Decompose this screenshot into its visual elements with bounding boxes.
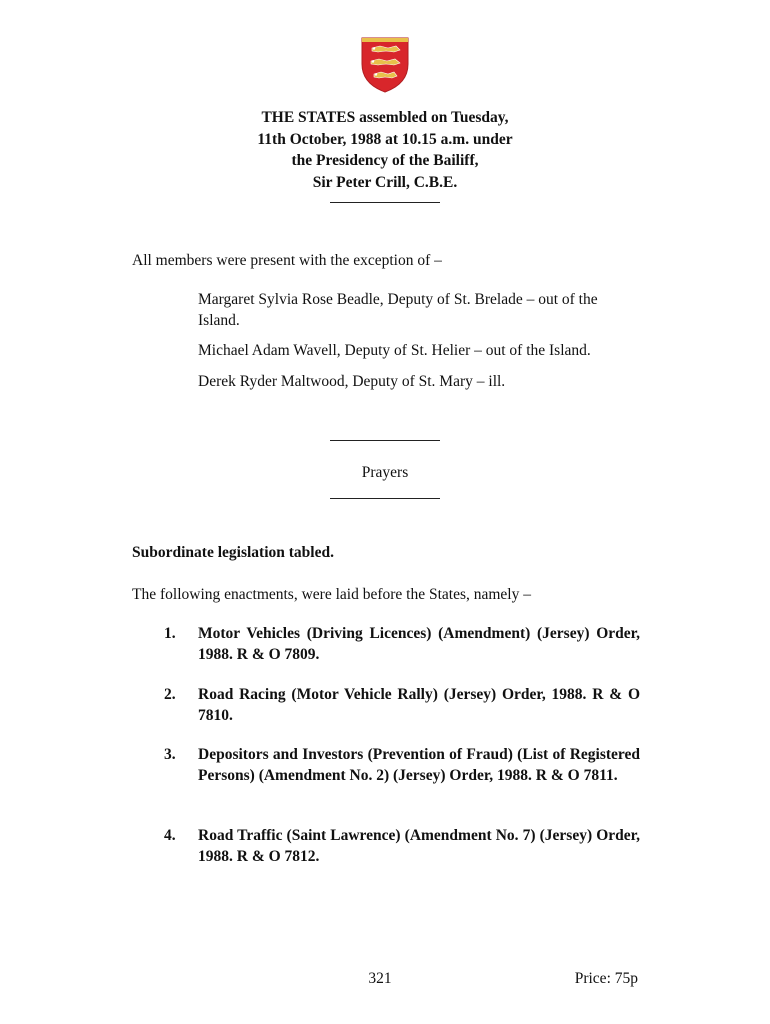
absent-member: Margaret Sylvia Rose Beadle, Deputy of St. Brelade – out of the Island. <box>198 291 598 329</box>
enactment-item <box>164 826 640 867</box>
enactment-item <box>164 745 640 786</box>
absent-intro: All members were present with the exception of – <box>132 252 442 269</box>
enactment-text: Road Traffic (Saint Lawrence) (Amendment No. 7) (Jersey) Order, 1988. R & O 7812. <box>198 827 640 865</box>
heading-line-2: 11th October, 1988 at 10.15 a.m. under <box>257 130 513 148</box>
enactment-number: 4. <box>164 827 176 844</box>
enactment-text: Motor Vehicles (Driving Licences) (Amendment) (Jersey) Order, 1988. R & O 7809. <box>198 625 640 663</box>
heading-line-1: THE STATES assembled on Tuesday, <box>261 109 509 126</box>
session-heading <box>160 107 610 203</box>
enactment-text: Road Racing (Motor Vehicle Rally) (Jersey) Order, 1988. R & O 7810. <box>198 686 640 724</box>
absent-member: Michael Adam Wavell, Deputy of St. Helier – out of the Island. <box>198 342 591 359</box>
page-number: 321 <box>368 970 392 987</box>
enactment-number: 1. <box>164 625 176 642</box>
absent-member: Derek Ryder Maltwood, Deputy of St. Mary – ill. <box>198 372 506 390</box>
enactment-text: Depositors and Investors (Prevention of Fraud) (List of Registered Persons) (Amendment No. 2) (Jersey) Order, 1988. R & O 7811. <box>198 746 640 784</box>
enactment-item <box>164 685 640 726</box>
jersey-crest-icon <box>360 36 410 94</box>
price-label: Price: 75p <box>574 970 638 987</box>
absent-members-list <box>198 290 618 402</box>
prayers-label: Prayers <box>361 464 409 481</box>
enactment-number: 2. <box>164 686 176 703</box>
heading-line-4: Sir Peter Crill, C.B.E. <box>312 173 458 191</box>
heading-divider <box>330 202 440 203</box>
heading-line-3: the Presidency of the Bailiff, <box>291 152 479 169</box>
divider-below-prayers <box>330 498 440 499</box>
enactment-item <box>164 624 640 665</box>
section-intro: The following enactments, were laid before the States, namely – <box>132 586 531 603</box>
section-heading: Subordinate legislation tabled. <box>132 544 334 561</box>
divider-above-prayers <box>330 440 440 441</box>
enactment-number: 3. <box>164 746 176 763</box>
